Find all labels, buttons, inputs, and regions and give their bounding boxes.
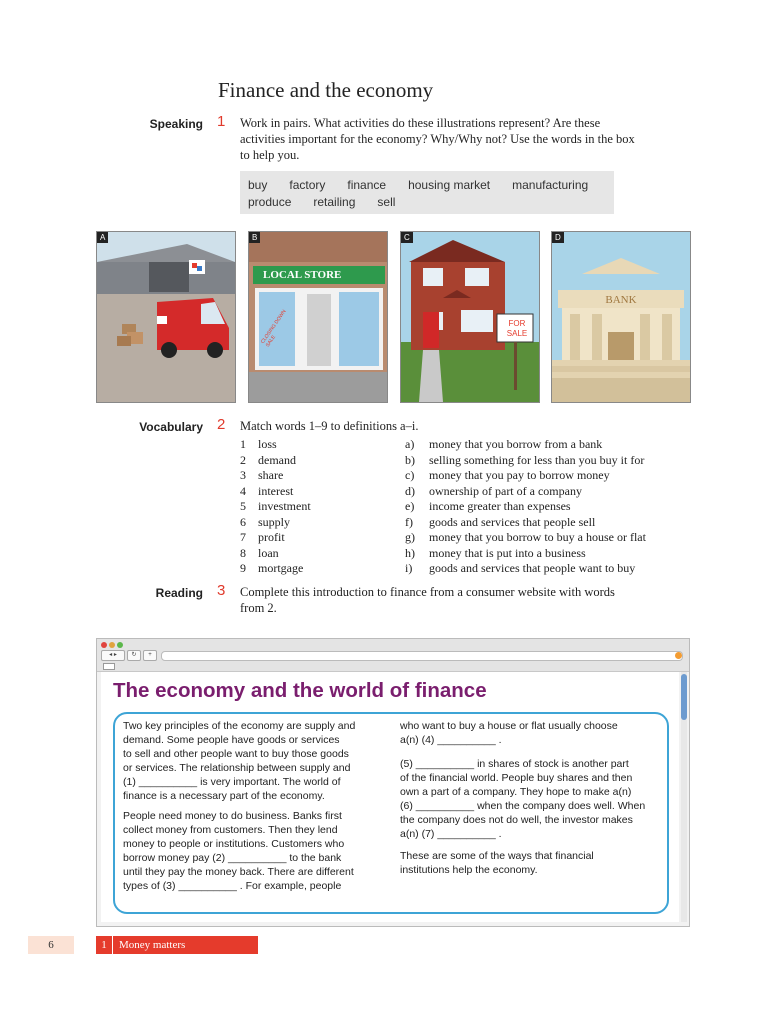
instr-line: Work in pairs. What activities do these illustrations represent? Are these <box>240 116 601 130</box>
illustration-tag-d: D <box>552 232 564 243</box>
item-word: profit <box>258 530 285 544</box>
item-number: 8 <box>240 545 246 560</box>
text-line: of the financial world. People buy shares and then <box>400 772 633 784</box>
instr-line: activities important for the economy? Why/Why not? Use the words in the box <box>240 132 635 146</box>
text-line: money to people or institutions. Customers who <box>123 838 345 850</box>
maximize-dot-icon[interactable] <box>117 642 123 648</box>
item-definition: goods and services that people sell <box>429 514 596 529</box>
text-line: (6) __________ when the company does well. When <box>400 800 646 812</box>
instr-line: Complete this introduction to finance from a consumer website with words <box>240 585 615 599</box>
browser-window <box>96 638 690 927</box>
item-definition: money that you pay to borrow money <box>429 468 610 482</box>
item-letter: d) <box>405 483 415 498</box>
text-line: who want to buy a house or flat usually choose <box>400 720 618 732</box>
scrollbar-thumb[interactable] <box>681 674 687 720</box>
item-number: 3 <box>240 468 246 482</box>
illustration-warehouse <box>96 231 236 403</box>
item-word: loss <box>258 437 277 451</box>
web-article-title: The economy and the world of finance <box>113 679 487 702</box>
item-number: 6 <box>240 514 246 529</box>
item-definition: income greater than expenses <box>429 499 571 513</box>
paragraph <box>400 849 670 877</box>
item-word: mortgage <box>258 561 304 575</box>
for-sale-line: FOR <box>508 319 526 328</box>
address-bar[interactable] <box>161 651 683 661</box>
text-line: or services. The relationship between supply and <box>123 762 351 774</box>
paragraph <box>400 719 670 747</box>
item-word: supply <box>258 514 291 529</box>
item-letter: h) <box>405 545 415 560</box>
reload-button[interactable] <box>127 650 141 661</box>
unit-banner <box>96 936 258 954</box>
scrollbar[interactable] <box>681 672 687 922</box>
window-banner: CLOSING DOWN SALE <box>259 308 288 349</box>
list-item <box>240 468 311 484</box>
for-sale-line: SALE <box>506 329 528 338</box>
text-line: finance is a necessary part of the economy. <box>123 790 325 802</box>
exercise-number-1: 1 <box>217 113 226 130</box>
page-number: 6 <box>28 936 74 954</box>
minimize-dot-icon[interactable] <box>109 642 115 648</box>
word-box-word: retailing <box>313 195 356 209</box>
list-item <box>240 499 311 515</box>
back-icon[interactable]: ◂ <box>109 652 113 658</box>
exercise-number-3: 3 <box>217 582 226 599</box>
list-item <box>405 561 646 577</box>
bank-illustration <box>552 232 690 402</box>
item-letter: a) <box>405 437 415 451</box>
item-word: interest <box>258 483 294 498</box>
illustration-local-store <box>248 231 388 403</box>
text-line: demand. Some people have goods or services <box>123 734 340 746</box>
text-line: to sell and other people want to buy those goods <box>123 748 349 760</box>
text-line: (5) __________ in shares of stock is another part <box>400 758 629 770</box>
list-item <box>240 561 311 577</box>
paragraph <box>400 757 670 841</box>
text-line: types of (3) __________ . For example, people <box>123 880 342 892</box>
item-letter: g) <box>405 530 415 544</box>
close-dot-icon[interactable] <box>101 642 107 648</box>
section-label-vocabulary: Vocabulary <box>139 420 203 434</box>
item-number: 1 <box>240 437 246 451</box>
item-number: 4 <box>240 483 246 498</box>
warehouse-van-illustration <box>97 232 235 402</box>
illustration-house-for-sale <box>400 231 540 403</box>
item-definition: ownership of part of a company <box>429 483 582 498</box>
bank-sign: BANK <box>605 294 637 306</box>
section-label-speaking: Speaking <box>149 117 203 131</box>
text-line: (1) __________ is very important. The world of <box>123 776 341 788</box>
item-definition: selling something for less than you buy it for <box>429 452 645 467</box>
back-forward-buttons[interactable] <box>101 650 125 661</box>
illustration-bank <box>551 231 691 403</box>
section-label-reading: Reading <box>155 586 203 600</box>
item-number: 7 <box>240 530 246 544</box>
bookmarks-icon[interactable] <box>103 663 115 670</box>
item-letter: e) <box>405 499 415 513</box>
instr-line: to help you. <box>240 148 300 162</box>
reload-icon: ↻ <box>131 652 137 658</box>
item-number: 5 <box>240 499 246 513</box>
list-item <box>405 453 646 469</box>
illustration-tag-c: C <box>401 232 413 243</box>
paragraph <box>123 809 383 893</box>
text-line: People need money to do business. Banks first <box>123 810 342 822</box>
word-box-word: manufacturing <box>512 178 589 192</box>
vocabulary-word-list <box>240 437 311 577</box>
reading-instructions <box>240 584 615 616</box>
list-item <box>405 437 646 453</box>
text-line: institutions help the economy. <box>400 864 538 876</box>
local-store-illustration <box>249 232 387 402</box>
forward-icon[interactable]: ▸ <box>113 652 117 658</box>
word-box <box>240 171 614 214</box>
item-definition: money that is put into a business <box>429 545 586 560</box>
store-sign: LOCAL STORE <box>263 269 342 281</box>
unit-title: Money matters <box>119 939 186 951</box>
list-item <box>240 515 311 531</box>
text-line: own a part of a company. They hope to make a(n) <box>400 786 632 798</box>
illustration-tag-a: A <box>97 232 108 243</box>
list-item <box>405 484 646 500</box>
plus-icon: + <box>148 652 152 658</box>
item-letter: i) <box>405 561 413 575</box>
word-box-word: factory <box>289 178 326 192</box>
word-box-word: sell <box>377 195 396 209</box>
unit-number: 1 <box>96 936 113 954</box>
item-letter: f) <box>405 514 413 529</box>
list-item <box>405 546 646 562</box>
item-word: demand <box>258 452 296 467</box>
for-sale-sign <box>505 319 529 339</box>
word-box-word: housing market <box>408 178 491 192</box>
text-line: borrow money pay (2) __________ to the bank <box>123 852 342 864</box>
text-line: a(n) (7) __________ . <box>400 828 502 840</box>
text-line: until they pay the money back. There are different <box>123 866 354 878</box>
vocabulary-instructions: Match words 1–9 to definitions a–i. <box>240 419 419 433</box>
list-item <box>405 468 646 484</box>
article-column-right <box>400 719 670 883</box>
item-word: loan <box>258 545 279 560</box>
paragraph <box>123 719 383 803</box>
page-title: Finance and the economy <box>218 78 434 102</box>
item-definition: goods and services that people want to buy <box>429 561 636 575</box>
text-line: the company does not do well, the investor makes <box>400 814 633 826</box>
item-number: 9 <box>240 561 246 575</box>
house-illustration <box>401 232 539 402</box>
item-word: share <box>258 468 284 482</box>
list-item <box>240 437 311 453</box>
text-line: These are some of the ways that financial <box>400 850 594 862</box>
item-letter: c) <box>405 468 415 482</box>
word-box-word: finance <box>347 178 387 192</box>
item-definition: money that you borrow to buy a house or flat <box>429 530 646 544</box>
vocabulary-definition-list <box>405 437 646 577</box>
list-item <box>240 484 311 500</box>
new-tab-button[interactable] <box>143 650 157 661</box>
item-word: investment <box>258 499 311 513</box>
text-line: Two key principles of the economy are supply and <box>123 720 356 732</box>
browser-toolbar <box>97 639 689 672</box>
list-item <box>405 515 646 531</box>
item-letter: b) <box>405 452 415 467</box>
list-item <box>240 453 311 469</box>
word-box-word: buy <box>248 178 268 192</box>
rss-icon[interactable] <box>675 652 682 659</box>
text-line: a(n) (4) __________ . <box>400 734 502 746</box>
article-column-left <box>123 719 383 899</box>
list-item <box>240 530 311 546</box>
exercise-number-2: 2 <box>217 416 226 433</box>
text-line: collect money from customers. Then they lend <box>123 824 338 836</box>
word-box-word: produce <box>248 195 292 209</box>
list-item <box>405 530 646 546</box>
item-definition: money that you borrow from a bank <box>429 437 603 451</box>
list-item <box>405 499 646 515</box>
speaking-instructions <box>240 115 635 163</box>
illustration-tag-b: B <box>249 232 260 243</box>
item-number: 2 <box>240 452 246 467</box>
instr-line: from 2. <box>240 601 277 615</box>
list-item <box>240 546 311 562</box>
